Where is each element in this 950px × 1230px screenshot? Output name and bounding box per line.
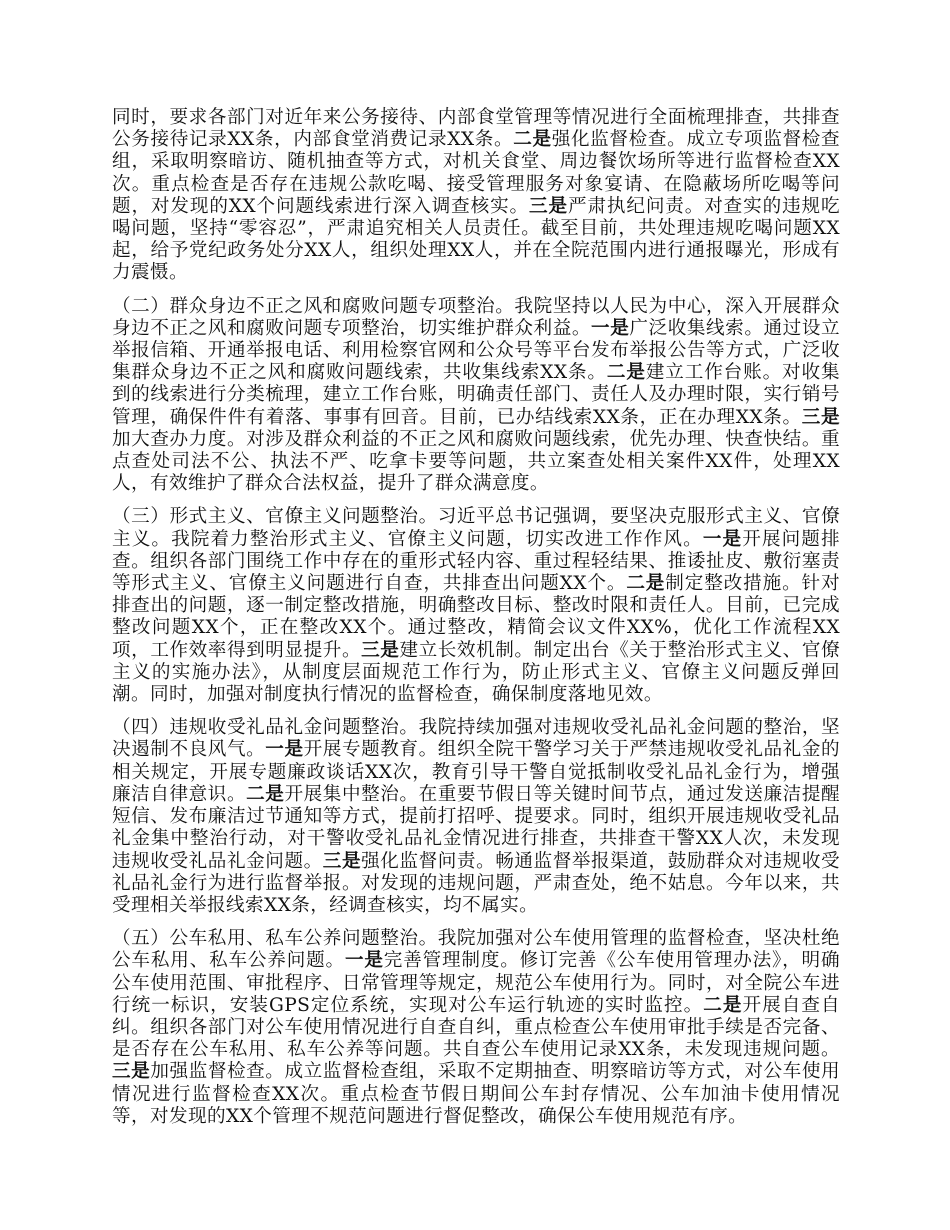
emphasis-marker: 二是 xyxy=(606,362,646,384)
paragraph-official-vehicle-rectification xyxy=(112,928,840,1128)
emphasis-marker: 二是 xyxy=(703,994,743,1016)
paragraph-public-misconduct-rectification xyxy=(112,296,840,496)
paragraph-text: 强化监督问责。畅通监督举报渠道，鼓励群众对违规收受礼品礼金行为进行监督举报。对发现的违规问题，严肃查处，绝不姑息。今年以来，共受理相关举报线索XX条，经调查核实，均不属实。 xyxy=(112,850,840,916)
paragraph-text: 强化监督检查。成立专项监督检查组，采取明察暗访、随机抽查等方式，对机关食堂、周边餐饮场所等进行监督检查XX次。重点检查是否存在违规公款吃喝、接受管理服务对象宴请、在隐蔽场所吃喝等问题，对发现的XX个问题线索进行深入调查核实。 xyxy=(112,129,840,217)
emphasis-marker: 三是 xyxy=(322,850,362,872)
paragraph-text: 建立工作台账。对收集到的线索进行分类梳理，建立工作台账，明确责任部门、责任人及办理时限，实行销号管理，确保件件有着落、事事有回音。目前，已办结线索XX条，正在办理XX条。 xyxy=(112,362,840,428)
paragraph-text: 同时，要求各部门对近年来公务接待、内部食堂管理等情况进行全面梳理排查，共排查公务接待记录XX条，内部食堂消费记录XX条。 xyxy=(112,107,840,151)
paragraph-text: 开展集中整治。在重要节假日等关键时间节点，通过发送廉洁提醒短信、发布廉洁过节通知等方式，提前打招呼、提要求。同时，组织开展违规收受礼品礼金集中整治行动，对干警收受礼品礼金情况进行排查，共排查干警XX人次，未发现违规收受礼品礼金问题。 xyxy=(112,783,840,872)
emphasis-marker: 三是 xyxy=(529,195,568,217)
paragraph-text: 建立长效机制。制定出台《关于整治形式主义、官僚主义的实施办法》，从制度层面规范工作行为，防止形式主义、官僚主义问题反弹回潮。同时，加强对制度执行情况的监督检查，确保制度落地见效。 xyxy=(112,639,840,706)
paragraph-text: 完善管理制度。修订完善《公车使用管理办法》，明确公车使用范围、审批程序、日常管理等规定，规范公车使用行为。同时，对全院公车进行统一标识，安装GPS定位系统，实现对公车运行轨迹的实时监控。 xyxy=(112,950,840,1016)
emphasis-marker: 一是 xyxy=(591,317,630,339)
emphasis-marker: 三是 xyxy=(801,406,840,428)
paragraph-text: 开展专题教育。组织全院干警学习关于严禁违规收受礼品礼金的相关规定，开展专题廉政谈话XX次，教育引导干警自觉抵制收受礼品礼金行为，增强廉洁自律意识。 xyxy=(112,739,840,805)
paragraph-formalism-bureaucratism-rectification xyxy=(112,506,840,706)
emphasis-marker: 一是 xyxy=(265,739,304,761)
emphasis-marker: 二是 xyxy=(246,783,285,805)
emphasis-marker: 一是 xyxy=(344,950,384,972)
emphasis-marker: 二是 xyxy=(513,129,552,151)
paragraph-text: 广泛收集线索。通过设立举报信箱、开通举报电话、利用检察官网和公众号等平台发布举报公告等方式，广泛收集群众身边不正之风和腐败问题线索，共收集线索XX条。 xyxy=(112,317,840,384)
paragraph-text: （二）群众身边不正之风和腐败问题专项整治。我院坚持以人民为中心，深入开展群众身边不正之风和腐败问题专项整治，切实维护群众利益。 xyxy=(112,295,840,339)
paragraph-text: 开展自查自纠。组织各部门对公车使用情况进行自查自纠，重点检查公车使用审批手续是否完备、是否存在公车私用、私车公养等问题。共自查公车使用记录XX条，未发现违规问题。 xyxy=(112,994,840,1061)
emphasis-marker: 一是 xyxy=(702,528,743,550)
paragraph-text: （三）形式主义、官僚主义问题整治。习近平总书记强调，要坚决克服形式主义、官僚主义。我院着力整治形式主义、官僚主义问题，切实改进工作作风。 xyxy=(112,506,840,550)
paragraph-text: （五）公车私用、私车公养问题整治。我院加强对公车使用管理的监督检查，坚决杜绝公车私用、私车公养问题。 xyxy=(112,928,840,972)
paragraph-text: 加强监督检查。成立监督检查组，采取不定期抽查、明察暗访等方式，对公车使用情况进行监督检查XX次。重点检查节假日期间公车封存情况、公车加油卡使用情况等，对发现的XX个管理不规范问题进行督促整改，确保公车使用规范有序。 xyxy=(112,1061,840,1127)
paragraph-canteen-inspection xyxy=(112,107,840,285)
paragraph-text: 严肃执纪问责。对查实的违规吃喝问题，坚持“零容忍”，严肃追究相关人员责任。截至目前，共处理违规吃喝问题XX起，给予党纪政务处分XX人，组织处理XX人，并在全院范围内进行通报曝光，形成有力震慑。 xyxy=(112,195,840,284)
paragraph-text: 制定整改措施。针对排查出的问题，逐一制定整改措施，明确整改目标、整改时限和责任人。目前，已完成整改问题XX个，正在整改XX个。通过整改，精简会议文件XX%，优化工作流程XX项，工作效率得到明显提升。 xyxy=(112,573,840,661)
emphasis-marker: 二是 xyxy=(626,573,666,595)
emphasis-marker: 三是 xyxy=(361,639,400,661)
emphasis-marker: 三是 xyxy=(112,1061,151,1083)
paragraph-text: 加大查办力度。对涉及群众利益的不正之风和腐败问题线索，优先办理、快查快结。重点查处司法不公、执法不严、吃拿卡要等问题，共立案查处相关案件XX件，处理XX人，有效维护了群众合法权益，提升了群众满意度。 xyxy=(112,428,840,495)
paragraph-text: 开展问题排查。组织各部门围绕工作中存在的重形式轻内容、重过程轻结果、推诿扯皮、敷衍塞责等形式主义、官僚主义问题进行自查，共排查出问题XX个。 xyxy=(112,528,840,595)
paragraph-gifts-rectification xyxy=(112,717,840,917)
document-page xyxy=(112,107,840,1139)
paragraph-text: （四）违规收受礼品礼金问题整治。我院持续加强对违规收受礼品礼金问题的整治，坚决遏制不良风气。 xyxy=(112,717,840,761)
